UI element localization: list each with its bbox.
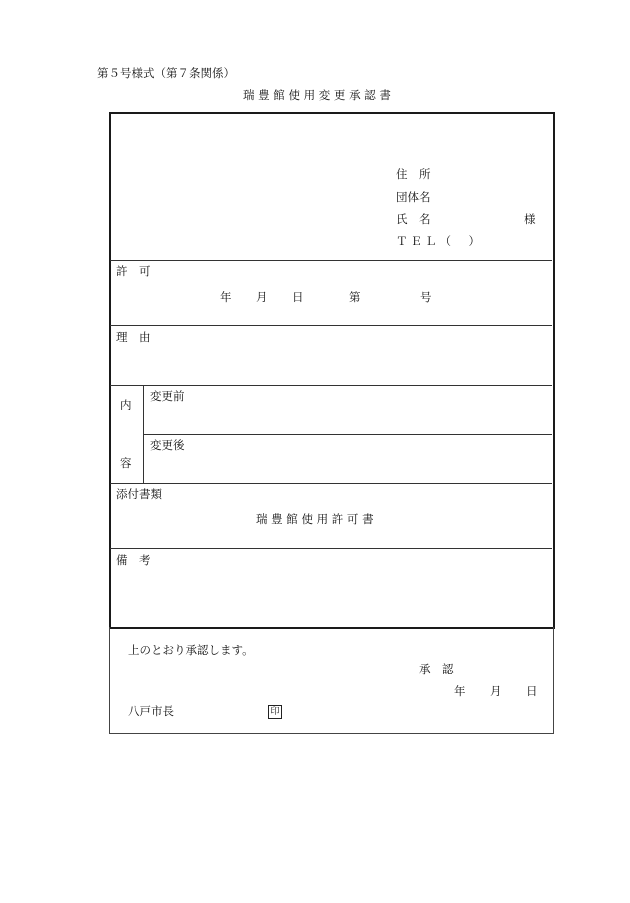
approval-day: 日: [526, 684, 538, 698]
row-divider: [110, 548, 552, 549]
permit-label: 許 可: [116, 264, 151, 278]
approval-year: 年: [454, 684, 466, 698]
row-divider: [110, 325, 552, 326]
approval-statement: 上のとおり承認します。: [128, 643, 254, 657]
remarks-label: 備 考: [116, 553, 151, 567]
permit-number-suffix: 号: [420, 290, 432, 304]
address-label: 住 所: [396, 167, 431, 181]
form-table: [109, 112, 555, 629]
column-divider: [143, 385, 144, 483]
permit-month: 月: [256, 290, 268, 304]
row-divider: [110, 483, 552, 484]
attachments-value: 瑞 豊 館 使 用 許 可 書: [256, 512, 374, 526]
reason-label: 理 由: [116, 330, 151, 344]
after-change-label: 変更後: [150, 438, 185, 452]
approval-month: 月: [490, 684, 502, 698]
content-label-bottom: 容: [120, 456, 132, 470]
row-divider: [110, 385, 552, 386]
honorific-label: 様: [524, 212, 536, 226]
mayor-signer: 八戸市長: [128, 704, 174, 718]
attachments-label: 添付書類: [116, 487, 162, 501]
group-name-label: 団体名: [396, 190, 431, 204]
name-label: 氏 名: [396, 212, 431, 226]
row-divider: [110, 260, 552, 261]
document-title: 瑞 豊 館 使 用 変 更 承 認 書: [243, 88, 391, 102]
tel-label: ＴＥＬ（ ）: [396, 234, 483, 248]
content-label-top: 内: [120, 398, 132, 412]
form-number: 第５号様式（第７条関係）: [97, 66, 235, 80]
permit-day: 日: [292, 290, 304, 304]
approval-label: 承 認: [419, 662, 454, 676]
before-change-label: 変更前: [150, 389, 185, 403]
permit-number-prefix: 第: [349, 290, 361, 304]
row-divider: [143, 434, 552, 435]
seal-mark: 印: [268, 705, 282, 719]
permit-year: 年: [220, 290, 232, 304]
